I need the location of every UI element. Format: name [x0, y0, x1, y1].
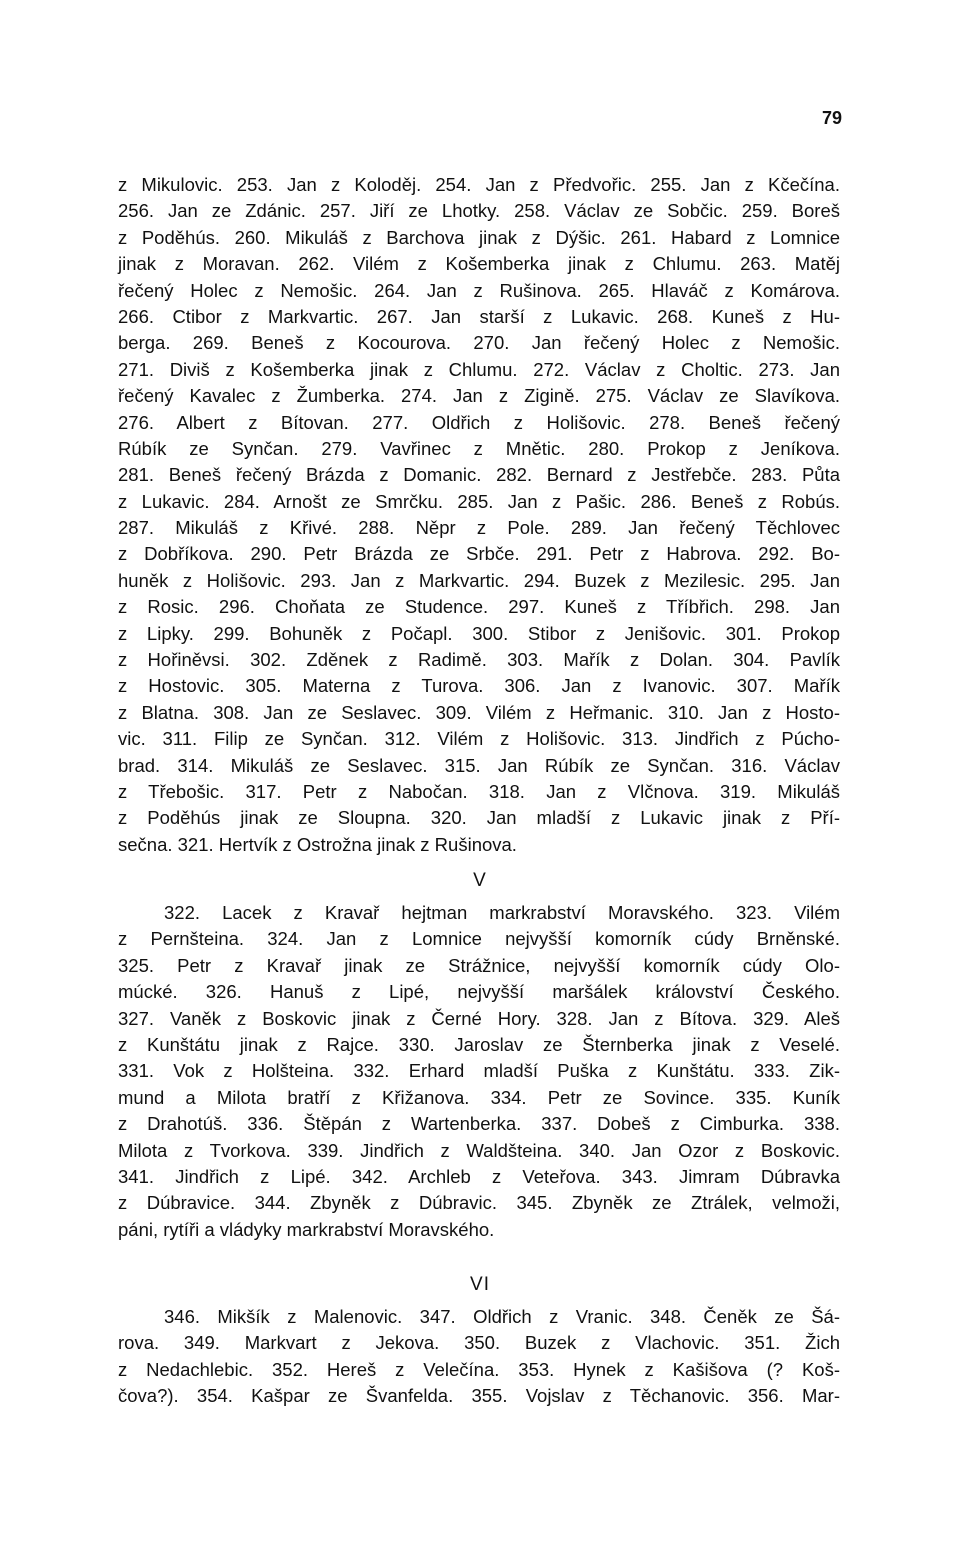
text-line: 346. Mikšík z Malenovic. 347. Oldřich z Vranic. 348. Čeněk ze Šá- — [164, 1306, 840, 1327]
text-line: 276. Albert z Bítovan. 277. Oldřich z Holišovic. 278. Beneš řečený — [118, 411, 840, 433]
text-line: 271. Diviš z Košemberka jinak z Chlumu. 272. Václav z Choltic. 273. Jan — [118, 358, 840, 380]
text-line: z Lukavic. 284. Arnošt ze Smrčku. 285. Jan z Pašic. 286. Beneš z Robús. — [118, 490, 840, 512]
text-line: brad. 314. Mikuláš ze Seslavec. 315. Jan Rúbík ze Synčan. 316. Václav — [118, 754, 840, 776]
text-line: 266. Ctibor z Markvartic. 267. Jan starší z Lukavic. 268. Kuneš z Hu- — [118, 305, 840, 327]
text-line: 341. Jindřich z Lipé. 342. Archleb z Veteřova. 343. Jimram Dúbravka — [118, 1165, 840, 1187]
main-text-block — [118, 172, 840, 858]
text-line: z Poděhús. 260. Mikuláš z Barchova jinak z Dýšic. 261. Habard z Lomnice — [118, 226, 840, 248]
text-line: z Hostovic. 305. Materna z Turova. 306. Jan z Ivanovic. 307. Mařík — [118, 675, 840, 697]
text-line: řečený Holec z Nemošic. 264. Jan z Rušinova. 265. Hlaváč z Komárova. — [118, 279, 840, 301]
text-line: z Pernšteina. 324. Jan z Lomnice nejvyšší komorník cúdy Brněnské. — [118, 928, 840, 950]
text-line: 287. Mikuláš z Křivé. 288. Něpr z Pole. 289. Jan řečený Těchlovec — [118, 517, 840, 539]
section-heading-v: V — [473, 870, 487, 891]
text-line: múcké. 326. Hanuš z Lipé, nejvyšší maršálek království Českého. — [118, 981, 840, 1003]
text-line: z Mikulovic. 253. Jan z Koloděj. 254. Jan z Předvořic. 255. Jan z Kčečína. — [118, 174, 840, 195]
text-line: z Kunštátu jinak z Rajce. 330. Jaroslav ze Šternberka jinak z Veselé. — [118, 1033, 840, 1055]
text-line: Rúbík ze Synčan. 279. Vavřinec z Mnětic. 280. Prokop z Jeníkova. — [118, 437, 840, 459]
text-line: z Nedachlebic. 352. Hereš z Velečína. 353. Hynek z Kašišova (? Koš- — [118, 1358, 840, 1380]
text-line: z Dobříkova. 290. Petr Brázda ze Srbče. 291. Petr z Habrova. 292. Bo- — [118, 543, 840, 565]
section-heading-vi: VI — [470, 1274, 490, 1295]
text-line: 331. Vok z Holšteina. 332. Erhard mladší Puška z Kunštátu. 333. Zik- — [118, 1060, 840, 1082]
text-line: 281. Beneš řečený Brázda z Domanic. 282. Bernard z Jestřebče. 283. Půta — [118, 464, 840, 486]
text-line: vic. 311. Filip ze Synčan. 312. Vilém z Holišovic. 313. Jindřich z Púcho- — [118, 728, 840, 750]
text-line: rova. 349. Markvart z Jekova. 350. Buzek z Vlachovic. 351. Žich — [118, 1332, 840, 1354]
text-line: sečna. 321. Hertvík z Ostrožna jinak z Rušinova. — [118, 833, 517, 855]
text-line: mund a Milota bratří z Křižanova. 334. Petr ze Sovince. 335. Kuník — [118, 1086, 840, 1108]
text-line: čova?). 354. Kašpar ze Švanfelda. 355. Vojslav z Těchanovic. 356. Mar- — [118, 1385, 840, 1407]
text-line: 322. Lacek z Kravař hejtman markrabství Moravského. 323. Vilém — [164, 902, 840, 923]
text-line: z Dúbravice. 344. Zbyněk z Dúbravic. 345. Zbyněk ze Ztrálek, velmoži, — [118, 1192, 840, 1214]
text-line: z Rosic. 296. Choňata ze Studence. 297. Kuneš z Tříbřich. 298. Jan — [118, 596, 840, 618]
text-line: berga. 269. Beneš z Kocourova. 270. Jan řečený Holec z Nemošic. — [118, 332, 840, 354]
page-number: 79 — [821, 108, 842, 128]
text-line: z Třebošic. 317. Petr z Nabočan. 318. Jan z Vlčnova. 319. Mikuláš — [118, 780, 840, 802]
text-line: z Lipky. 299. Bohuněk z Počapl. 300. Stibor z Jenišovic. 301. Prokop — [118, 622, 840, 644]
section-v-text-block — [118, 900, 840, 1243]
text-line: huněk z Holišovic. 293. Jan z Markvartic. 294. Buzek z Mezilesic. 295. Jan — [118, 569, 840, 591]
section-vi-text-block — [118, 1304, 840, 1410]
text-line: páni, rytíři a vládyky markrabství Moravského. — [118, 1218, 495, 1240]
text-line: z Hořiněvsi. 302. Zděnek z Radimě. 303. Mařík z Dolan. 304. Pavlík — [118, 649, 840, 671]
text-line: z Poděhús jinak ze Sloupna. 320. Jan mladší z Lukavic jinak z Pří- — [118, 807, 840, 829]
text-line: jinak z Moravan. 262. Vilém z Košemberka jinak z Chlumu. 263. Matěj — [118, 253, 840, 275]
text-line: 256. Jan ze Zdánic. 257. Jiří ze Lhotky. 258. Václav ze Sobčic. 259. Boreš — [118, 200, 840, 222]
text-line: 327. Vaněk z Boskovic jinak z Černé Hory. 328. Jan z Bítova. 329. Aleš — [118, 1007, 840, 1029]
text-line: 325. Petr z Kravař jinak ze Strážnice, nejvyšší komorník cúdy Olo- — [118, 954, 840, 976]
text-line: Milota z Tvorkova. 339. Jindřich z Waldšteina. 340. Jan Ozor z Boskovic. — [118, 1139, 840, 1161]
text-line: z Drahotúš. 336. Štěpán z Wartenberka. 337. Dobeš z Cimburka. 338. — [118, 1113, 840, 1135]
text-line: řečený Kavalec z Žumberka. 274. Jan z Zigině. 275. Václav ze Slavíkova. — [118, 385, 840, 407]
text-line: z Blatna. 308. Jan ze Seslavec. 309. Vilém z Heřmanic. 310. Jan z Hosto- — [118, 701, 840, 723]
